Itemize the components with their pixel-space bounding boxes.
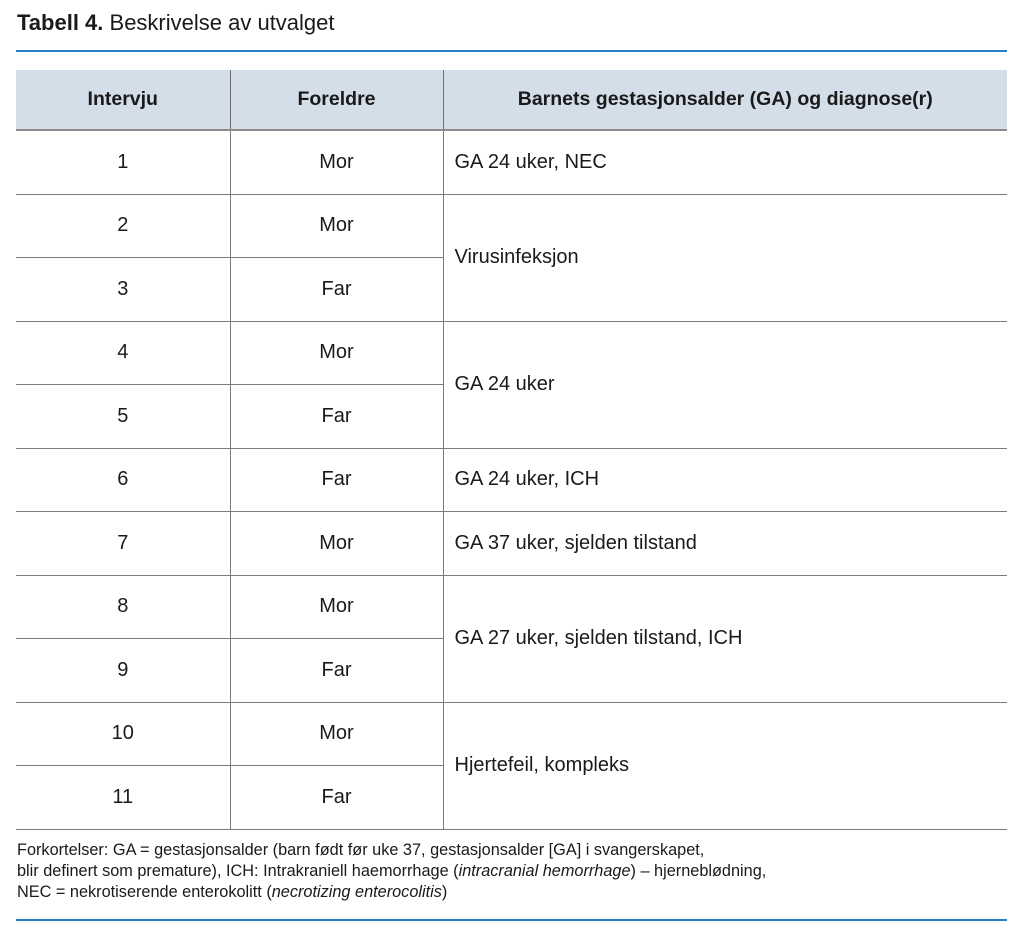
cell-intervju: 6	[16, 448, 230, 512]
cell-intervju: 3	[16, 258, 230, 322]
cell-foreldre: Mor	[230, 321, 443, 385]
cell-intervju: 5	[16, 385, 230, 449]
table-row	[16, 194, 1007, 258]
table-number: Tabell 4.	[17, 10, 104, 35]
cell-diagnose: GA 27 uker, sjelden tilstand, ICH	[443, 575, 1007, 702]
cell-intervju: 4	[16, 321, 230, 385]
cell-intervju: 8	[16, 575, 230, 639]
cell-diagnose: GA 24 uker	[443, 321, 1007, 448]
footnote	[17, 840, 1007, 903]
cell-diagnose: GA 37 uker, sjelden tilstand	[443, 512, 1007, 576]
cell-intervju: 9	[16, 639, 230, 703]
table-row	[16, 575, 1007, 639]
cell-foreldre: Mor	[230, 512, 443, 576]
cell-intervju: 11	[16, 766, 230, 830]
table-row	[16, 130, 1007, 194]
cell-intervju: 2	[16, 194, 230, 258]
header-row	[16, 70, 1007, 130]
cell-foreldre: Mor	[230, 702, 443, 766]
footnote-line-3: NEC = nekrotiserende enterokolitt (necrotizing enterocolitis)	[17, 883, 448, 901]
cell-foreldre: Mor	[230, 130, 443, 194]
table-title: Beskrivelse av utvalget	[103, 10, 335, 35]
table-row	[16, 448, 1007, 512]
header-intervju: Intervju	[16, 70, 230, 130]
cell-foreldre: Mor	[230, 194, 443, 258]
footnote-line-1: Forkortelser: GA = gestasjonsalder (barn født før uke 37, gestasjonsalder [GA] i svangerskapet,	[17, 841, 705, 859]
table-row	[16, 512, 1007, 576]
table-row	[16, 702, 1007, 766]
cell-foreldre: Far	[230, 385, 443, 449]
cell-foreldre: Far	[230, 258, 443, 322]
table-row	[16, 321, 1007, 385]
cell-foreldre: Mor	[230, 575, 443, 639]
cell-intervju: 7	[16, 512, 230, 576]
cell-diagnose: Virusinfeksjon	[443, 194, 1007, 321]
cell-foreldre: Far	[230, 766, 443, 830]
footnote-line-2: blir definert som premature), ICH: Intrakraniell haemorrhage (intracranial hemorrhage) – hjerneblødning,	[17, 862, 767, 880]
top-divider	[16, 50, 1007, 52]
table-body	[16, 130, 1007, 829]
header-foreldre: Foreldre	[230, 70, 443, 130]
cell-foreldre: Far	[230, 639, 443, 703]
bottom-divider	[16, 919, 1007, 921]
cell-intervju: 10	[16, 702, 230, 766]
sample-description-table	[16, 70, 1007, 830]
header-diagnose: Barnets gestasjonsalder (GA) og diagnose(r)	[443, 70, 1007, 130]
cell-diagnose: GA 24 uker, ICH	[443, 448, 1007, 512]
table-caption	[17, 8, 335, 38]
cell-diagnose: Hjertefeil, kompleks	[443, 702, 1007, 829]
cell-diagnose: GA 24 uker, NEC	[443, 130, 1007, 194]
cell-intervju: 1	[16, 130, 230, 194]
cell-foreldre: Far	[230, 448, 443, 512]
